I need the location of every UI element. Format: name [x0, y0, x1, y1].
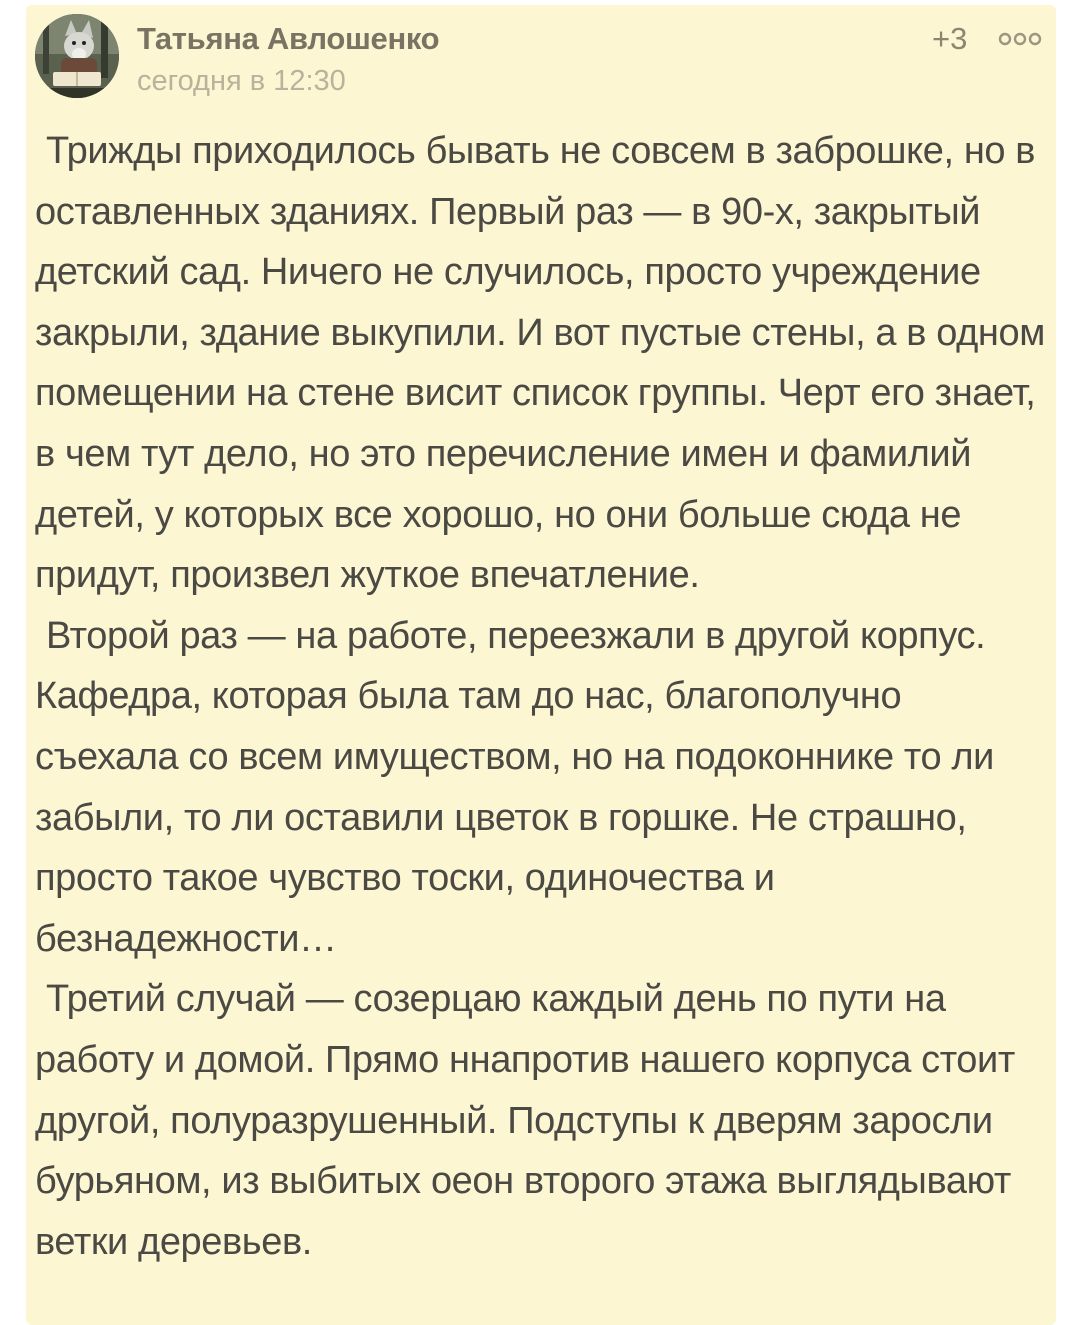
wolf-reading-book-avatar [35, 14, 119, 98]
more-dots-icon [998, 27, 1042, 51]
comment-body [35, 121, 1050, 1272]
author-avatar[interactable] [35, 14, 119, 98]
more-options-button[interactable] [998, 27, 1042, 51]
comment-timestamp: сегодня в 12:30 [137, 65, 346, 97]
comment-paragraph: Второй раз — на работе, переезжали в другой корпус. Кафедра, которая была там до нас, благополучно съехала со всем имуществом, но на подоконнике то ли забыли, то ли оставили цветок в горшке. Не страшно, просто такое чувство тоски, одиночества и безнадежности… [35, 614, 994, 960]
comment-card [26, 5, 1056, 1325]
comment-paragraph: Трижды приходилось бывать не совсем в заброшке, но в оставленных зданиях. Первый раз — в 90-х, закрытый детский сад. Ничего не случилось, просто учреждение закрыли, здание выкупили. И вот пустые стены, а в одном помещении на стене висит список группы. Черт его знает, в чем тут дело, но это перечисление имен и фамилий детей, у которых все хорошо, но они больше сюда не придут, произвел жуткое впечатление. [35, 130, 1045, 597]
comment-paragraph: Третий случай — созерцаю каждый день по пути на работу и домой. Прямо ннапротив нашего корпуса стоит другой, полуразрушенный. Подступы к дверям заросли бурьяном, из выбитых оеон второго этажа выглядывают ветки деревьев. [35, 978, 1015, 1263]
comment-rating[interactable]: +3 [932, 21, 968, 56]
author-name[interactable]: Татьяна Авлошенко [137, 21, 440, 56]
